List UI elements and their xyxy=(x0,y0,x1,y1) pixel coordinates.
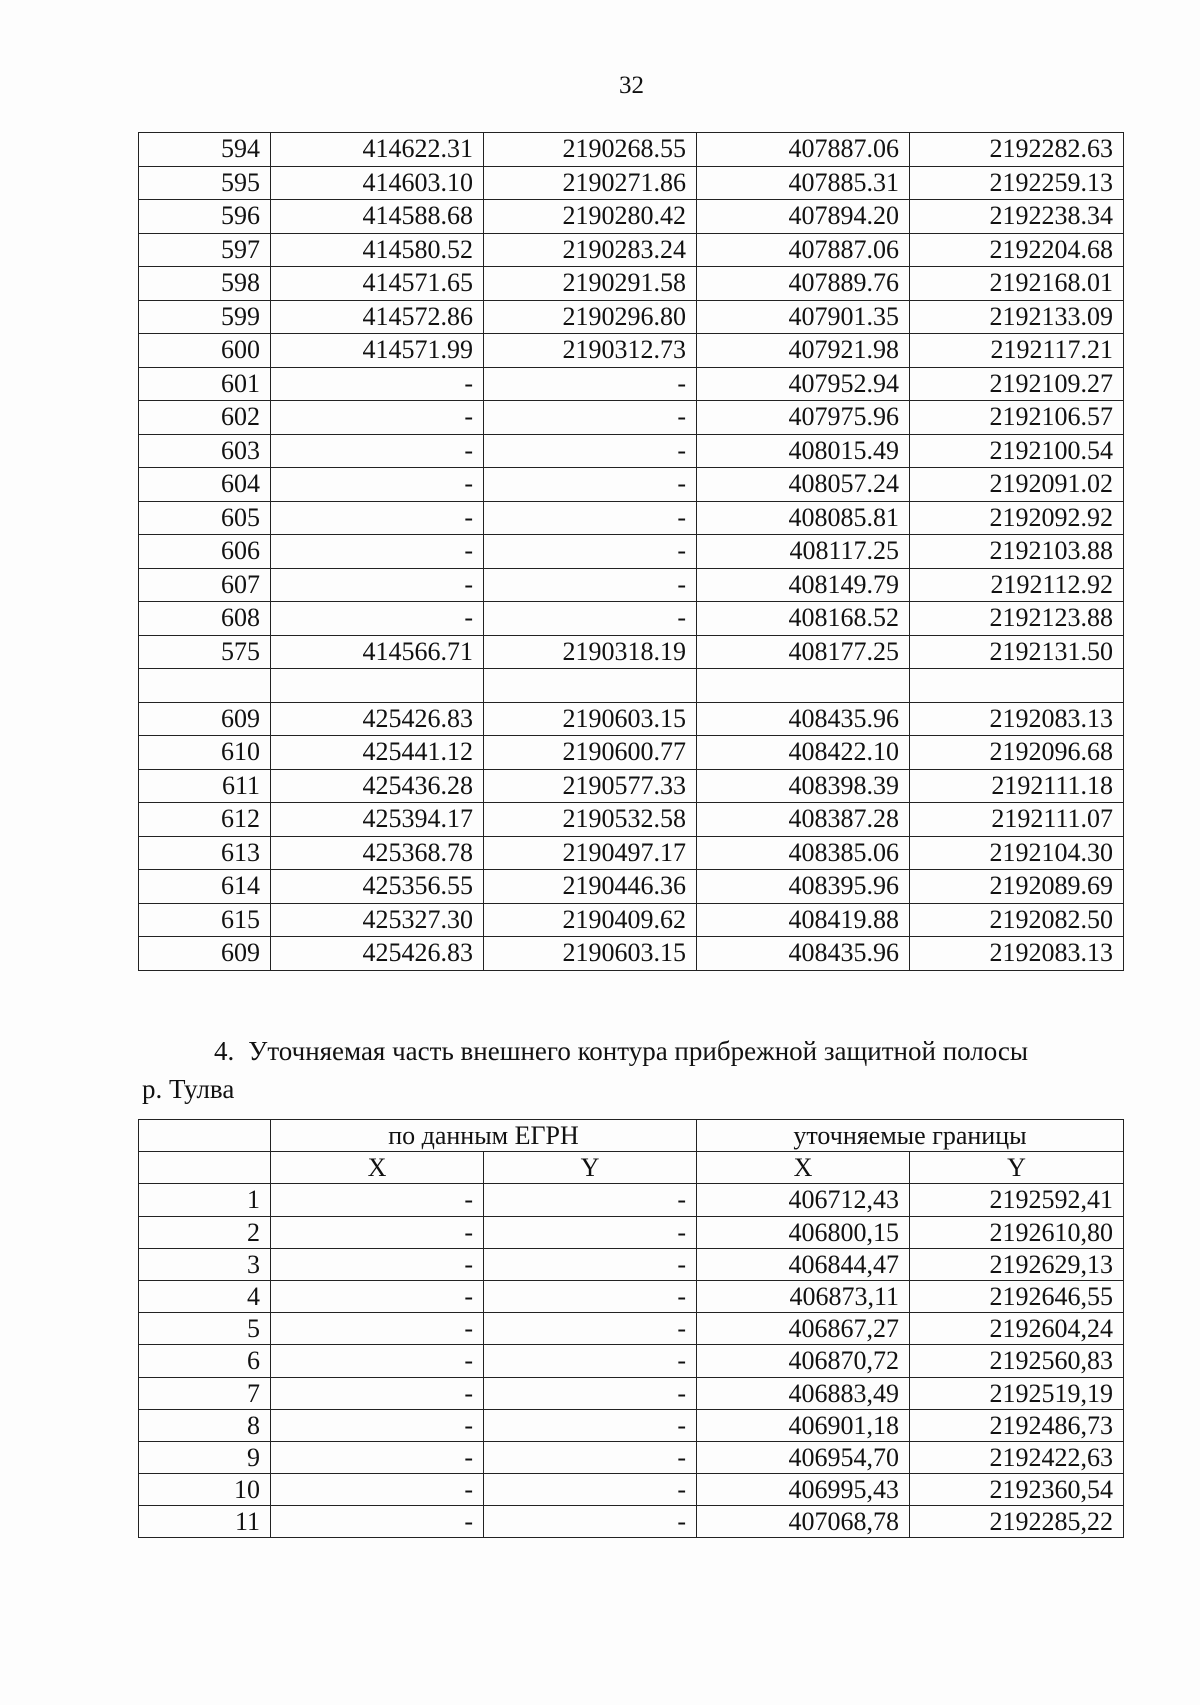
refined-y-cell: 2192089.69 xyxy=(910,870,1124,904)
refined-x-cell: 406873,11 xyxy=(697,1280,910,1312)
egrn-y-cell: - xyxy=(484,1474,697,1506)
refined-x-cell: 408398.39 xyxy=(697,769,910,803)
refined-x-cell: 408419.88 xyxy=(697,903,910,937)
point-number-cell: 11 xyxy=(139,1506,271,1538)
refined-x-cell: 406800,15 xyxy=(697,1216,910,1248)
egrn-x-cell: 414566.71 xyxy=(271,635,484,669)
egrn-y-cell: 2190603.15 xyxy=(484,702,697,736)
egrn-x-cell: - xyxy=(271,535,484,569)
point-number-cell: 609 xyxy=(139,702,271,736)
table-row xyxy=(139,1441,1124,1473)
refined-y-cell: 2192610,80 xyxy=(910,1216,1124,1248)
section-heading xyxy=(214,1036,1028,1067)
refined-x-cell: 406954,70 xyxy=(697,1441,910,1473)
egrn-x-cell: 425426.83 xyxy=(271,702,484,736)
refined-x-cell: 406844,47 xyxy=(697,1248,910,1280)
refined-y-cell: 2192285,22 xyxy=(910,1506,1124,1538)
egrn-y-cell: 2190283.24 xyxy=(484,233,697,267)
egrn-y-cell: - xyxy=(484,1216,697,1248)
egrn-y-cell: - xyxy=(484,1377,697,1409)
refined-y-cell: 2192083.13 xyxy=(910,702,1124,736)
point-number-cell: 596 xyxy=(139,200,271,234)
egrn-x-cell: - xyxy=(271,1280,484,1312)
point-number-cell: 600 xyxy=(139,334,271,368)
point-number-cell: 9 xyxy=(139,1441,271,1473)
refined-x-cell: 408177.25 xyxy=(697,635,910,669)
egrn-x-cell: - xyxy=(271,1441,484,1473)
refined-x-cell: 408385.06 xyxy=(697,836,910,870)
table-row xyxy=(139,1248,1124,1280)
point-number-cell: 614 xyxy=(139,870,271,904)
point-number-cell: 6 xyxy=(139,1345,271,1377)
refined-x-cell: 408435.96 xyxy=(697,702,910,736)
egrn-x-cell: - xyxy=(271,1377,484,1409)
egrn-y-cell: 2190577.33 xyxy=(484,769,697,803)
table-row xyxy=(139,568,1124,602)
egrn-x-cell: - xyxy=(271,367,484,401)
egrn-x-cell: 414572.86 xyxy=(271,300,484,334)
egrn-y-cell: - xyxy=(484,1313,697,1345)
point-number-cell xyxy=(139,669,271,703)
point-number-cell: 604 xyxy=(139,468,271,502)
egrn-y-cell: - xyxy=(484,1184,697,1216)
table-row xyxy=(139,300,1124,334)
refined-x-cell: 406870,72 xyxy=(697,1345,910,1377)
table-header-empty-cell xyxy=(139,1120,271,1152)
egrn-x-cell xyxy=(271,669,484,703)
section-river-name: р. Тулва xyxy=(142,1074,235,1104)
refined-x-cell: 408422.10 xyxy=(697,736,910,770)
table-row xyxy=(139,200,1124,234)
header-refined-y: Y xyxy=(910,1152,1124,1184)
refined-boundary-table xyxy=(138,1119,1124,1538)
egrn-x-cell: 414571.99 xyxy=(271,334,484,368)
refined-y-cell: 2192629,13 xyxy=(910,1248,1124,1280)
section-title: Уточняемая часть внешнего контура прибрежной защитной полосы xyxy=(248,1036,1029,1066)
point-number-cell: 3 xyxy=(139,1248,271,1280)
point-number-cell: 595 xyxy=(139,166,271,200)
table-row xyxy=(139,468,1124,502)
refined-y-cell: 2192111.18 xyxy=(910,769,1124,803)
refined-y-cell: 2192112.92 xyxy=(910,568,1124,602)
refined-x-cell: 408015.49 xyxy=(697,434,910,468)
refined-y-cell: 2192103.88 xyxy=(910,535,1124,569)
refined-y-cell: 2192560,83 xyxy=(910,1345,1124,1377)
egrn-y-cell: - xyxy=(484,602,697,636)
egrn-x-cell: - xyxy=(271,1506,484,1538)
refined-x-cell: 407068,78 xyxy=(697,1506,910,1538)
refined-x-cell: 407887.06 xyxy=(697,233,910,267)
refined-y-cell: 2192109.27 xyxy=(910,367,1124,401)
refined-x-cell: 408435.96 xyxy=(697,937,910,971)
table-row xyxy=(139,1409,1124,1441)
egrn-y-cell: 2190268.55 xyxy=(484,133,697,167)
table-row xyxy=(139,1313,1124,1345)
egrn-y-cell: 2190271.86 xyxy=(484,166,697,200)
table-row xyxy=(139,367,1124,401)
table-row xyxy=(139,635,1124,669)
table-row xyxy=(139,535,1124,569)
egrn-y-cell: - xyxy=(484,501,697,535)
table-row xyxy=(139,1474,1124,1506)
refined-x-cell: 408387.28 xyxy=(697,803,910,837)
egrn-x-cell: 425436.28 xyxy=(271,769,484,803)
egrn-y-cell: - xyxy=(484,1248,697,1280)
egrn-y-cell: - xyxy=(484,1409,697,1441)
table-row xyxy=(139,937,1124,971)
refined-y-cell: 2192422,63 xyxy=(910,1441,1124,1473)
point-number-cell: 610 xyxy=(139,736,271,770)
point-number-cell: 609 xyxy=(139,937,271,971)
refined-y-cell: 2192091.02 xyxy=(910,468,1124,502)
egrn-x-cell: 414571.65 xyxy=(271,267,484,301)
egrn-x-cell: 425356.55 xyxy=(271,870,484,904)
table-row xyxy=(139,233,1124,267)
table-row xyxy=(139,736,1124,770)
egrn-x-cell: 425426.83 xyxy=(271,937,484,971)
point-number-cell: 597 xyxy=(139,233,271,267)
refined-y-cell: 2192123.88 xyxy=(910,602,1124,636)
egrn-y-cell: 2190409.62 xyxy=(484,903,697,937)
table-row xyxy=(139,1216,1124,1248)
egrn-x-cell: - xyxy=(271,401,484,435)
point-number-cell: 575 xyxy=(139,635,271,669)
table-row xyxy=(139,501,1124,535)
refined-x-cell: 407975.96 xyxy=(697,401,910,435)
refined-y-cell: 2192486,73 xyxy=(910,1409,1124,1441)
point-number-cell: 611 xyxy=(139,769,271,803)
refined-y-cell: 2192646,55 xyxy=(910,1280,1124,1312)
refined-x-cell: 406712,43 xyxy=(697,1184,910,1216)
egrn-y-cell: 2190446.36 xyxy=(484,870,697,904)
header-refined-boundaries: уточняемые границы xyxy=(697,1120,1124,1152)
egrn-y-cell: - xyxy=(484,1506,697,1538)
egrn-x-cell: - xyxy=(271,1216,484,1248)
point-number-cell: 599 xyxy=(139,300,271,334)
table-row xyxy=(139,434,1124,468)
egrn-x-cell: 425327.30 xyxy=(271,903,484,937)
point-number-cell: 2 xyxy=(139,1216,271,1248)
refined-x-cell: 406867,27 xyxy=(697,1313,910,1345)
refined-x-cell: 406995,43 xyxy=(697,1474,910,1506)
table-row xyxy=(139,267,1124,301)
section-number: 4. xyxy=(214,1036,235,1066)
egrn-x-cell: - xyxy=(271,568,484,602)
table-header-empty-cell xyxy=(139,1152,271,1184)
table-row xyxy=(139,870,1124,904)
egrn-x-cell: 414603.10 xyxy=(271,166,484,200)
refined-x-cell: 406883,49 xyxy=(697,1377,910,1409)
header-egrn-y: Y xyxy=(484,1152,697,1184)
refined-x-cell: 407901.35 xyxy=(697,300,910,334)
egrn-y-cell: - xyxy=(484,1345,697,1377)
egrn-x-cell: - xyxy=(271,1184,484,1216)
table-row xyxy=(139,166,1124,200)
egrn-y-cell: 2190600.77 xyxy=(484,736,697,770)
refined-y-cell: 2192092.92 xyxy=(910,501,1124,535)
table-row xyxy=(139,1280,1124,1312)
refined-x-cell: 407921.98 xyxy=(697,334,910,368)
point-number-cell: 612 xyxy=(139,803,271,837)
refined-y-cell: 2192104.30 xyxy=(910,836,1124,870)
header-refined-x: X xyxy=(697,1152,910,1184)
refined-y-cell: 2192282.63 xyxy=(910,133,1124,167)
refined-x-cell: 407887.06 xyxy=(697,133,910,167)
egrn-y-cell: 2190497.17 xyxy=(484,836,697,870)
refined-x-cell: 408149.79 xyxy=(697,568,910,602)
refined-y-cell: 2192100.54 xyxy=(910,434,1124,468)
egrn-y-cell: 2190280.42 xyxy=(484,200,697,234)
refined-y-cell: 2192096.68 xyxy=(910,736,1124,770)
egrn-y-cell: 2190296.80 xyxy=(484,300,697,334)
refined-x-cell: 408395.96 xyxy=(697,870,910,904)
egrn-y-cell: - xyxy=(484,367,697,401)
point-number-cell: 598 xyxy=(139,267,271,301)
egrn-y-cell: 2190603.15 xyxy=(484,937,697,971)
egrn-y-cell: - xyxy=(484,568,697,602)
refined-x-cell xyxy=(697,669,910,703)
refined-y-cell: 2192117.21 xyxy=(910,334,1124,368)
table-row xyxy=(139,769,1124,803)
table-row xyxy=(139,836,1124,870)
point-number-cell: 601 xyxy=(139,367,271,401)
table-subheader-row xyxy=(139,1152,1124,1184)
refined-x-cell: 408085.81 xyxy=(697,501,910,535)
egrn-x-cell: 425394.17 xyxy=(271,803,484,837)
refined-y-cell: 2192111.07 xyxy=(910,803,1124,837)
egrn-y-cell: - xyxy=(484,535,697,569)
table-row xyxy=(139,702,1124,736)
refined-x-cell: 407889.76 xyxy=(697,267,910,301)
egrn-y-cell: 2190318.19 xyxy=(484,635,697,669)
table-row xyxy=(139,669,1124,703)
refined-boundary-table-body xyxy=(139,1184,1124,1538)
egrn-x-cell: - xyxy=(271,1345,484,1377)
refined-y-cell: 2192360,54 xyxy=(910,1474,1124,1506)
egrn-x-cell: 414580.52 xyxy=(271,233,484,267)
egrn-x-cell: - xyxy=(271,602,484,636)
refined-y-cell: 2192238.34 xyxy=(910,200,1124,234)
point-number-cell: 603 xyxy=(139,434,271,468)
point-number-cell: 594 xyxy=(139,133,271,167)
point-number-cell: 8 xyxy=(139,1409,271,1441)
refined-y-cell: 2192519,19 xyxy=(910,1377,1124,1409)
refined-y-cell: 2192168.01 xyxy=(910,267,1124,301)
refined-y-cell: 2192106.57 xyxy=(910,401,1124,435)
refined-x-cell: 407952.94 xyxy=(697,367,910,401)
egrn-x-cell: 414622.31 xyxy=(271,133,484,167)
egrn-x-cell: - xyxy=(271,1409,484,1441)
refined-y-cell xyxy=(910,669,1124,703)
point-number-cell: 602 xyxy=(139,401,271,435)
refined-x-cell: 408168.52 xyxy=(697,602,910,636)
egrn-x-cell: - xyxy=(271,468,484,502)
egrn-y-cell: 2190312.73 xyxy=(484,334,697,368)
point-number-cell: 607 xyxy=(139,568,271,602)
table-row xyxy=(139,1345,1124,1377)
table-row xyxy=(139,1506,1124,1538)
egrn-y-cell: 2190291.58 xyxy=(484,267,697,301)
refined-y-cell: 2192259.13 xyxy=(910,166,1124,200)
egrn-y-cell xyxy=(484,669,697,703)
refined-y-cell: 2192592,41 xyxy=(910,1184,1124,1216)
table-row xyxy=(139,334,1124,368)
coordinates-table-continued xyxy=(138,132,1124,971)
refined-y-cell: 2192204.68 xyxy=(910,233,1124,267)
egrn-y-cell: 2190532.58 xyxy=(484,803,697,837)
table-row xyxy=(139,803,1124,837)
point-number-cell: 615 xyxy=(139,903,271,937)
coordinates-table-body xyxy=(139,133,1124,971)
refined-y-cell: 2192604,24 xyxy=(910,1313,1124,1345)
table-row xyxy=(139,1184,1124,1216)
egrn-y-cell: - xyxy=(484,468,697,502)
point-number-cell: 4 xyxy=(139,1280,271,1312)
egrn-y-cell: - xyxy=(484,401,697,435)
refined-y-cell: 2192083.13 xyxy=(910,937,1124,971)
point-number-cell: 7 xyxy=(139,1377,271,1409)
refined-x-cell: 408117.25 xyxy=(697,535,910,569)
table-group-header-row xyxy=(139,1120,1124,1152)
egrn-x-cell: 425441.12 xyxy=(271,736,484,770)
point-number-cell: 605 xyxy=(139,501,271,535)
egrn-x-cell: - xyxy=(271,501,484,535)
table-row xyxy=(139,602,1124,636)
header-egrn-data: по данным ЕГРН xyxy=(271,1120,697,1152)
refined-x-cell: 408057.24 xyxy=(697,468,910,502)
point-number-cell: 1 xyxy=(139,1184,271,1216)
egrn-x-cell: - xyxy=(271,1248,484,1280)
point-number-cell: 606 xyxy=(139,535,271,569)
egrn-x-cell: - xyxy=(271,1474,484,1506)
refined-y-cell: 2192082.50 xyxy=(910,903,1124,937)
table-row xyxy=(139,401,1124,435)
table-row xyxy=(139,903,1124,937)
egrn-y-cell: - xyxy=(484,434,697,468)
point-number-cell: 613 xyxy=(139,836,271,870)
egrn-x-cell: - xyxy=(271,434,484,468)
refined-y-cell: 2192133.09 xyxy=(910,300,1124,334)
point-number-cell: 10 xyxy=(139,1474,271,1506)
egrn-y-cell: - xyxy=(484,1280,697,1312)
table-row xyxy=(139,133,1124,167)
refined-x-cell: 407894.20 xyxy=(697,200,910,234)
egrn-x-cell: - xyxy=(271,1313,484,1345)
egrn-x-cell: 414588.68 xyxy=(271,200,484,234)
point-number-cell: 608 xyxy=(139,602,271,636)
table-row xyxy=(139,1377,1124,1409)
point-number-cell: 5 xyxy=(139,1313,271,1345)
refined-x-cell: 407885.31 xyxy=(697,166,910,200)
header-egrn-x: X xyxy=(271,1152,484,1184)
refined-x-cell: 406901,18 xyxy=(697,1409,910,1441)
page-number: 32 xyxy=(619,72,644,99)
refined-y-cell: 2192131.50 xyxy=(910,635,1124,669)
egrn-x-cell: 425368.78 xyxy=(271,836,484,870)
egrn-y-cell: - xyxy=(484,1441,697,1473)
